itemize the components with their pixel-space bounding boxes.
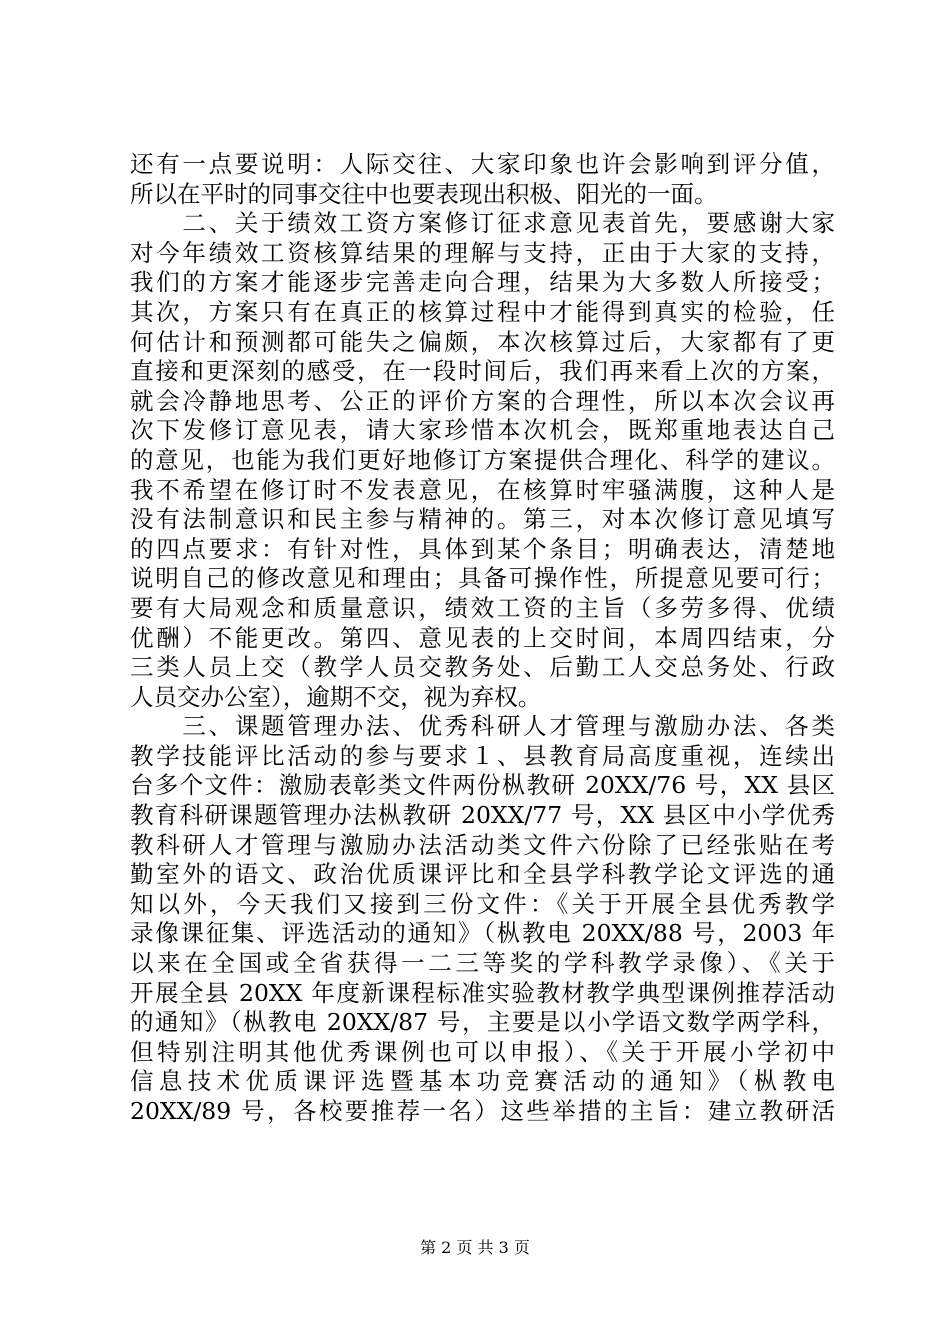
text-line: 开展全县 20XX 年度新课程标准实验教材教学典型课例推荐活动 — [130, 978, 835, 1007]
text-line: 知以外，今天我们又接到三份文件：《关于开展全县优秀教学 — [130, 889, 835, 918]
text-line: 就会冷静地思考、公正的评价方案的合理性，所以本次会议再 — [130, 386, 835, 415]
text-line: 二、关于绩效工资方案修订征求意见表首先，要感谢大家 — [130, 209, 835, 238]
text-line: 我不希望在修订时不发表意见，在核算时牢骚满腹，这种人是 — [130, 475, 835, 504]
text-line: 还有一点要说明：人际交往、大家印象也许会影响到评分值， — [130, 150, 835, 178]
text-line: 人员交办公室），逾期不交，视为弃权。 — [130, 682, 542, 711]
text-line: 没有法制意识和民主参与精神的。第三，对本次修订意见填写 — [130, 505, 835, 534]
text-line: 说明自己的修改意见和理由；具备可操作性，所提意见要可行； — [130, 564, 835, 593]
text-line: 优酬）不能更改。第四、意见表的上交时间，本周四结束，分 — [130, 623, 835, 652]
text-line: 要有大局观念和质量意识，绩效工资的主旨（多劳多得、优绩 — [130, 593, 835, 622]
text-line: 对今年绩效工资核算结果的理解与支持，正由于大家的支持， — [130, 238, 835, 267]
text-line: 直接和更深刻的感受，在一段时间后，我们再来看上次的方案， — [130, 357, 835, 386]
text-line: 我们的方案才能逐步完善走向合理，结果为大多数人所接受； — [130, 268, 835, 297]
text-line: 信息技术优质课评选暨基本功竞赛活动的通知》（枞教电 — [130, 1067, 835, 1096]
text-line: 教学技能评比活动的参与要求１、县教育局高度重视，连续出 — [130, 741, 835, 770]
text-line: 三、课题管理办法、优秀科研人才管理与激励办法、各类 — [130, 712, 835, 741]
text-line: 所以在平时的同事交往中也要表现出积极、阳光的一面。 — [130, 179, 718, 208]
text-line: 何估计和预测都可能失之偏颇，本次核算过后，大家都有了更 — [130, 327, 835, 356]
page-footer: 第 2 页 共 3 页 — [420, 1238, 530, 1257]
text-line: 台多个文件：激励表彰类文件两份枞教研 20XX/76 号，XX 县区 — [130, 771, 835, 800]
text-line: 的四点要求：有针对性，具体到某个条目；明确表达，清楚地 — [130, 534, 835, 563]
text-line: 教育科研课题管理办法枞教研 20XX/77 号，XX 县区中小学优秀 — [130, 801, 835, 830]
text-line: 其次，方案只有在真正的核算过程中才能得到真实的检验，任 — [130, 297, 835, 326]
document-body — [130, 150, 835, 1127]
text-line: 的通知》（枞教电 20XX/87 号，主要是以小学语文数学两学科， — [130, 1008, 835, 1037]
text-line: 20XX/89 号，各校要推荐一名）这些举措的主旨：建立教研活 — [130, 1097, 835, 1125]
text-line: 勤室外的语文、政治优质课评比和全县学科教学论文评选的通 — [130, 860, 835, 889]
text-line: 的意见，也能为我们更好地修订方案提供合理化、科学的建议。 — [130, 445, 835, 474]
text-line: 但特别注明其他优秀课例也可以申报）、《关于开展小学初中 — [130, 1037, 835, 1066]
text-line: 录像课征集、评选活动的通知》（枞教电 20XX/88 号，2003 年 — [130, 919, 835, 948]
text-line: 次下发修订意见表，请大家珍惜本次机会，既郑重地表达自己 — [130, 416, 835, 445]
text-line: 以来在全国或全省获得一二三等奖的学科教学录像）、《关于 — [130, 949, 835, 978]
text-line: 教科研人才管理与激励办法活动类文件六份除了已经张贴在考 — [130, 830, 835, 859]
text-line: 三类人员上交（教学人员交教务处、后勤工人交总务处、行政 — [130, 653, 835, 682]
